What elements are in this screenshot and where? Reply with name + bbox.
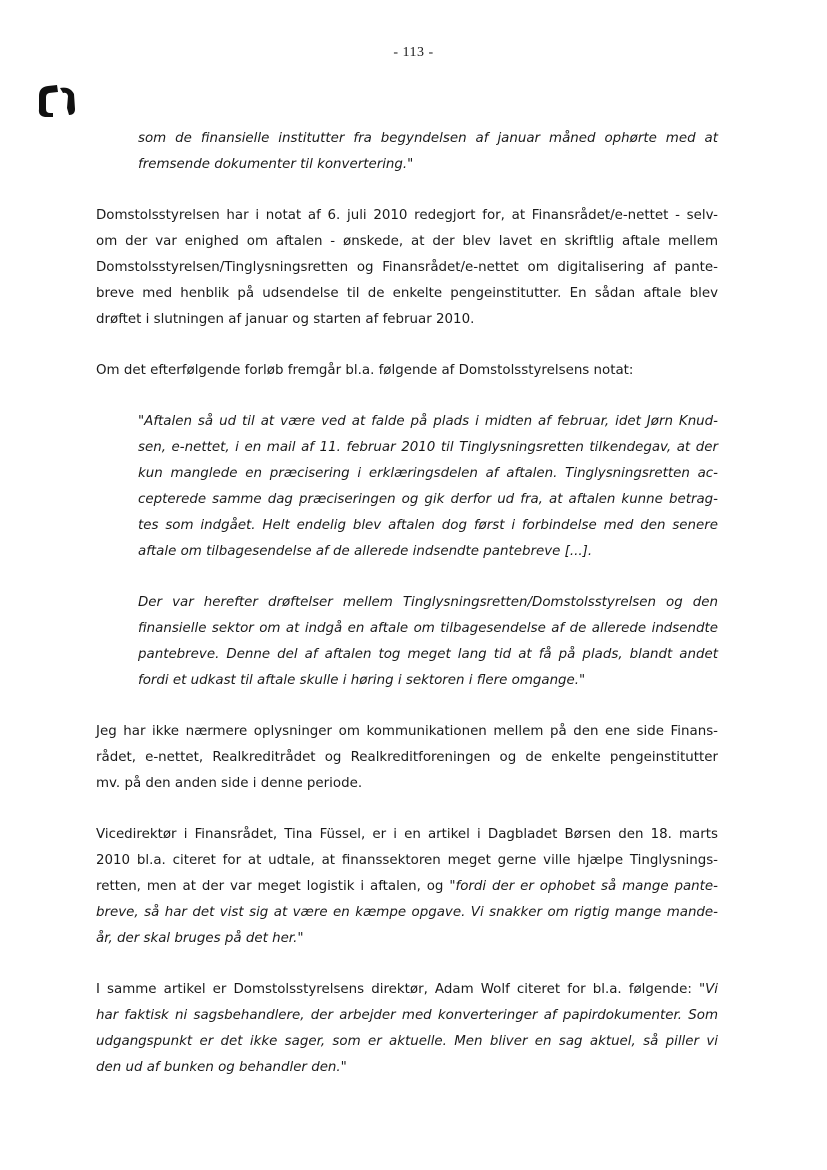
text-line: fremsende dokumenter til konvertering." xyxy=(138,157,414,172)
text-line xyxy=(96,1029,718,1055)
quoted-text: år, der skal bruges på det her." xyxy=(96,931,304,946)
text-line: Om det efterfølgende forløb fremgår bl.a. følgende af Domstolsstyrelsens notat: xyxy=(96,363,634,378)
page-number: - 113 - xyxy=(393,45,434,60)
text-line: som de finansielle institutter fra begyndelsen af januar måned ophørte med at xyxy=(138,131,718,146)
paragraph xyxy=(96,719,718,797)
text-line: kun manglede en præcisering i erklæringsdelen af aftalen. Tinglysningsretten ac- xyxy=(138,466,718,481)
quote-paragraph xyxy=(138,590,718,694)
text-line xyxy=(96,926,718,952)
text-line xyxy=(96,900,718,926)
text-line: pantebreve. Denne del af aftalen tog meget lang tid at få på plads, blandt andet xyxy=(138,647,718,662)
text-line xyxy=(96,874,718,900)
paragraph xyxy=(96,977,718,1081)
text-segment: I samme artikel er Domstolsstyrelsens direktør, Adam Wolf citeret for bl.a. følgende: xyxy=(96,982,699,997)
text-line xyxy=(96,977,718,1003)
text-line: tes som indgået. Helt endelig blev aftalen dog først i forbindelse med den senere xyxy=(138,518,718,533)
text-line: Domstolsstyrelsen/Tinglysningsretten og Finansrådet/e-nettet om digitalisering af pante- xyxy=(96,260,718,275)
text-line: rådet, e-nettet, Realkreditrådet og Realkreditforeningen og de enkelte pengeinstitutter xyxy=(96,750,718,765)
quoted-text: den ud af bunken og behandler den." xyxy=(96,1060,347,1075)
logo-icon xyxy=(36,82,80,118)
text-segment: retten, men at der var meget logistik i aftalen, og xyxy=(96,879,450,894)
text-line: finansielle sektor om at indgå en aftale om tilbagesendelse af de allerede indsendte xyxy=(138,621,718,636)
text-line xyxy=(96,1055,718,1081)
text-line: mv. på den anden side i denne periode. xyxy=(96,776,363,791)
quoted-text: "Vi xyxy=(698,982,718,997)
text-segment: 2010 bl.a. citeret for at udtale, at finanssektoren meget gerne ville hjælpe Tinglysnings- xyxy=(96,853,718,868)
document-body xyxy=(96,126,718,1081)
text-line: Der var herefter drøftelser mellem Tinglysningsretten/Domstolsstyrelsen og den xyxy=(138,595,718,610)
quoted-text: har faktisk ni sagsbehandlere, der arbejder med konverteringer af papirdokumenter. Som xyxy=(96,1008,718,1023)
text-line: cepterede samme dag præciseringen og gik derfor ud fra, at aftalen kunne betrag- xyxy=(138,492,718,507)
text-line: drøftet i slutningen af januar og starten af februar 2010. xyxy=(96,312,475,327)
quoted-text: breve, så har det vist sig at være en kæmpe opgave. Vi snakker om rigtig mange mande- xyxy=(96,905,718,920)
quote-paragraph xyxy=(138,409,718,565)
text-line: aftale om tilbagesendelse af de allerede indsendte pantebreve [...]. xyxy=(138,544,593,559)
paragraph-gap xyxy=(96,565,718,590)
text-line: fordi et udkast til aftale skulle i høring i sektoren i flere omgange." xyxy=(138,673,586,688)
paragraph-gap xyxy=(96,178,718,203)
quoted-text: "fordi der er ophobet så mange pante- xyxy=(449,879,718,894)
paragraph xyxy=(96,822,718,952)
paragraph-gap xyxy=(96,694,718,719)
paragraph xyxy=(96,358,718,384)
paragraph-gap xyxy=(96,952,718,977)
text-line xyxy=(96,822,718,848)
text-line: "Aftalen så ud til at være ved at falde på plads i midten af februar, idet Jørn Knud- xyxy=(138,414,718,429)
paragraph xyxy=(96,203,718,333)
text-line xyxy=(96,1003,718,1029)
paragraph-gap xyxy=(96,384,718,409)
text-line: Jeg har ikke nærmere oplysninger om kommunikationen mellem på den ene side Finans- xyxy=(96,724,718,739)
quoted-text: udgangspunkt er det ikke sager, som er aktuelle. Men bliver en sag aktuel, så piller vi xyxy=(96,1034,718,1049)
text-line: Domstolsstyrelsen har i notat af 6. juli 2010 redegjort for, at Finansrådet/e-nettet - selv- xyxy=(96,208,718,223)
text-segment: Vicedirektør i Finansrådet, Tina Füssel, er i en artikel i Dagbladet Børsen den 18. marts xyxy=(96,827,718,842)
text-line: breve med henblik på udsendelse til de enkelte pengeinstitutter. En sådan aftale blev xyxy=(96,286,718,301)
text-line: sen, e-nettet, i en mail af 11. februar 2010 til Tinglysningsretten tilkendegav, at der xyxy=(138,440,718,455)
quote-paragraph xyxy=(138,126,718,178)
paragraph-gap xyxy=(96,333,718,358)
paragraph-gap xyxy=(96,797,718,822)
text-line xyxy=(96,848,718,874)
text-line: om der var enighed om aftalen - ønskede, at der blev lavet en skriftlig aftale mellem xyxy=(96,234,718,249)
